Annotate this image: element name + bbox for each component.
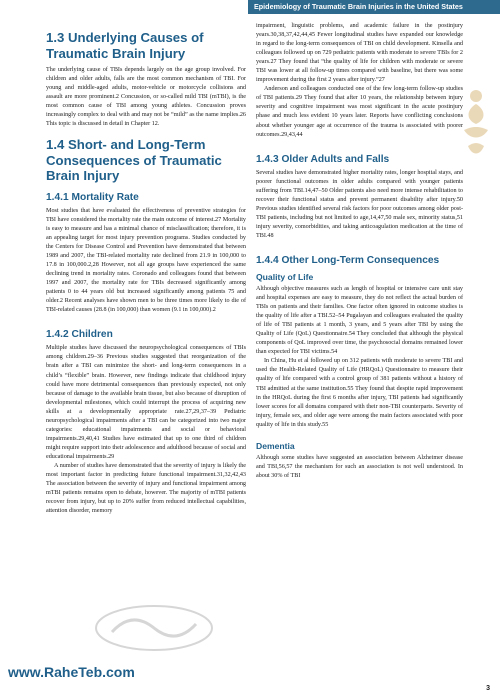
left-column xyxy=(46,22,246,516)
page-number: 3 xyxy=(486,685,490,692)
section-1-4-4-title: 1.4.4 Other Long-Term Consequences xyxy=(256,254,440,266)
section-1-3-title: 1.3 Underlying Causes of Traumatic Brain Injury xyxy=(46,30,204,61)
watermark-url: www.RaheTeb.com xyxy=(8,664,135,680)
section-1-4-2-paragraph-2: A number of studies have demonstrated that the severity of injury is likely the most important factor in predicting future functional impairment.31,32,42,43 The association between the severity of injury and functional impairment among mTBI patients remains open to debate, however. The majority of mTBI patients recover from injury, but up to 20% suffer from reduced intellectual capabilities, attention disorder, memory xyxy=(46,463,246,515)
dementia-title: Dementia xyxy=(256,440,295,451)
section-1-4-3-title: 1.4.3 Older Adults and Falls xyxy=(256,153,390,165)
watermark-logo-icon xyxy=(92,602,216,654)
running-header: Epidemiology of Traumatic Brain Injuries in the United States xyxy=(248,0,500,14)
dementia-paragraph: Although some studies have suggested an association between Alzheimer disease and TBI,56,57 the mechanism for such an association is not well understood. In about 30% of TBI xyxy=(256,454,463,479)
section-1-4-2-paragraph-1: Multiple studies have discussed the neuropsychological consequences of TBIs among children.29–36 Previous studies suggested that reorganization of the brain after a TBI can minimize the short- and long-term consequences in a child’s “flexible” brain. However, new findings indicate that childhood injury could have more detrimental consequences than previously expected, not only because of damage to the available brain tissue, but also because of disruption of developmental milestones, which could interrupt the process of acquiring new skills at a developmentally appropriate rate.27,29,37–39 Pediatric neuropsychological impairments after a TBI can be categorized into two major categories: educational impairments and social or behavioral impairments.29,40,41 Studies have estimated that up to one third of children might require support into their adolescence and adulthood because of social and educational impairments.29 xyxy=(46,345,246,460)
quality-of-life-paragraph-2: In China, Hu et al followed up on 312 patients with moderate to severe TBI and used the Health-Related Quality of Life (HRQoL) Questionnaire to measure their quality of life compared with a control group of 381 patients without a history of TBI admitted at the same institution.55 They found that despite rapid improvement in the HRQoL during the first 6 months after injury, TBI patients had significantly lower scores for all domains compared with their non-TBI counterparts. Severity of injury, female sex, and older age were among the main factors associated with poor quality of life in this study.55 xyxy=(256,358,463,428)
section-1-3-paragraph: The underlying cause of TBIs depends largely on the age group involved. For children and older adults, falls are the most common mechanism of TBI. For young and middle-aged adults, motor-vehicle or motorcycle collisions and assault are more prominent.2 Concussion, or so-called mild TBI (mTBI), is the most common cause of TBI among young athletes. Concussion proves increasingly complex to deal with and may not be “mild” as the name implies.26 This topic is discussed in detail in Chapter 12. xyxy=(46,67,246,128)
quality-of-life-title: Quality of Life xyxy=(256,271,314,282)
continued-paragraph: impairment, linguistic problems, and academic failure in the postinjury years.30,38,37,42,44,45 Fewer longitudinal studies have expanded our knowledge in regard to the long-term consequences of TBI on child development. Kinsella and colleagues followed up on 729 pediatric patients with moderate to severe TBIs for 2 years.27 They found that “the quality of life for children with moderate or severe TBI was lower at all follow-up times compared with baseline, but there was some improvement during the first 2 years after injury.”27 xyxy=(256,23,463,84)
section-1-4-1-title: 1.4.1 Mortality Rate xyxy=(46,191,139,203)
quality-of-life-paragraph-1: Although objective measures such as length of hospital or intensive care unit stay and hospital expenses are easy to measure, they do not reflect the actual burden of TBIs on patients and their families. One factor often ignored in outcome studies is the quality of life after a TBI.52–54 Pugalayan and colleagues evaluated the quality of life of TBI patients at 1 month, 3 years, and 5 years after TBI by using the Quality of Life (QoL) Questionnaire.54 They concluded that although the physical components of QoL improved over time, the psychosocial domains remained lower than expected for TBI victims.54 xyxy=(256,285,463,356)
anderson-paragraph: Anderson and colleagues conducted one of the few long-term follow-up studies of TBI patients.29 They found that after 10 years, the relationship between injury severity and cognitive impairment was most significant in the acute postinjury phase and much less evident 10 years later. Reports have conflicting conclusions about whether younger age at occurrence of the trauma is associated with poorer outcomes.29,43,44 xyxy=(256,86,463,138)
section-1-4-2-title: 1.4.2 Children xyxy=(46,329,113,341)
section-1-4-title: 1.4 Short- and Long-Term Consequences of Traumatic Brain Injury xyxy=(46,137,222,184)
right-column xyxy=(256,22,463,481)
section-1-4-1-paragraph: Most studies that have evaluated the effectiveness of preventive strategies for TBI have considered the mortality rate the main outcome of interest.27 Mortality is easy to measure and has a minimal chance of misclassification; therefore, it is an appealing target for most injury prevention programs. Studies conducted by the Centers for Disease Control and Prevention have demonstrated that between 1989 and 2007, the TBI-related mortality rate declined from 21.9 in 100,000 to 17.8 in 100,000.2,28 However, not all age groups have experienced the same declining trend in mortality rates. Coronado and colleagues found that between 1997 and 2007, the mortality rate for TBIs decreased significantly among patients 0 to 44 years old but increased significantly among patients 75 and older.2 Recent analyses have shown men to be three times more likely to die of TBI-related causes (28.8 (in 100,000) than women (9.1 in 100,000).2 xyxy=(46,207,246,314)
section-1-4-3-paragraph: Several studies have demonstrated higher mortality rates, longer hospital stays, and poorer functional outcomes in older adults compared with younger patients suffering from TBI.14,47–50 Older patients also need more intense rehabilitation to recover their functional status and prevent permanent disability after injury.50 Previous studies identified several risk factors for poor outcomes among older post-TBI patients, including but not limited to age,14,47,50 male sex, minority status,51 injury severity, comorbidities, and taking anticoagulation medication at the time of TBI.48 xyxy=(256,169,463,239)
